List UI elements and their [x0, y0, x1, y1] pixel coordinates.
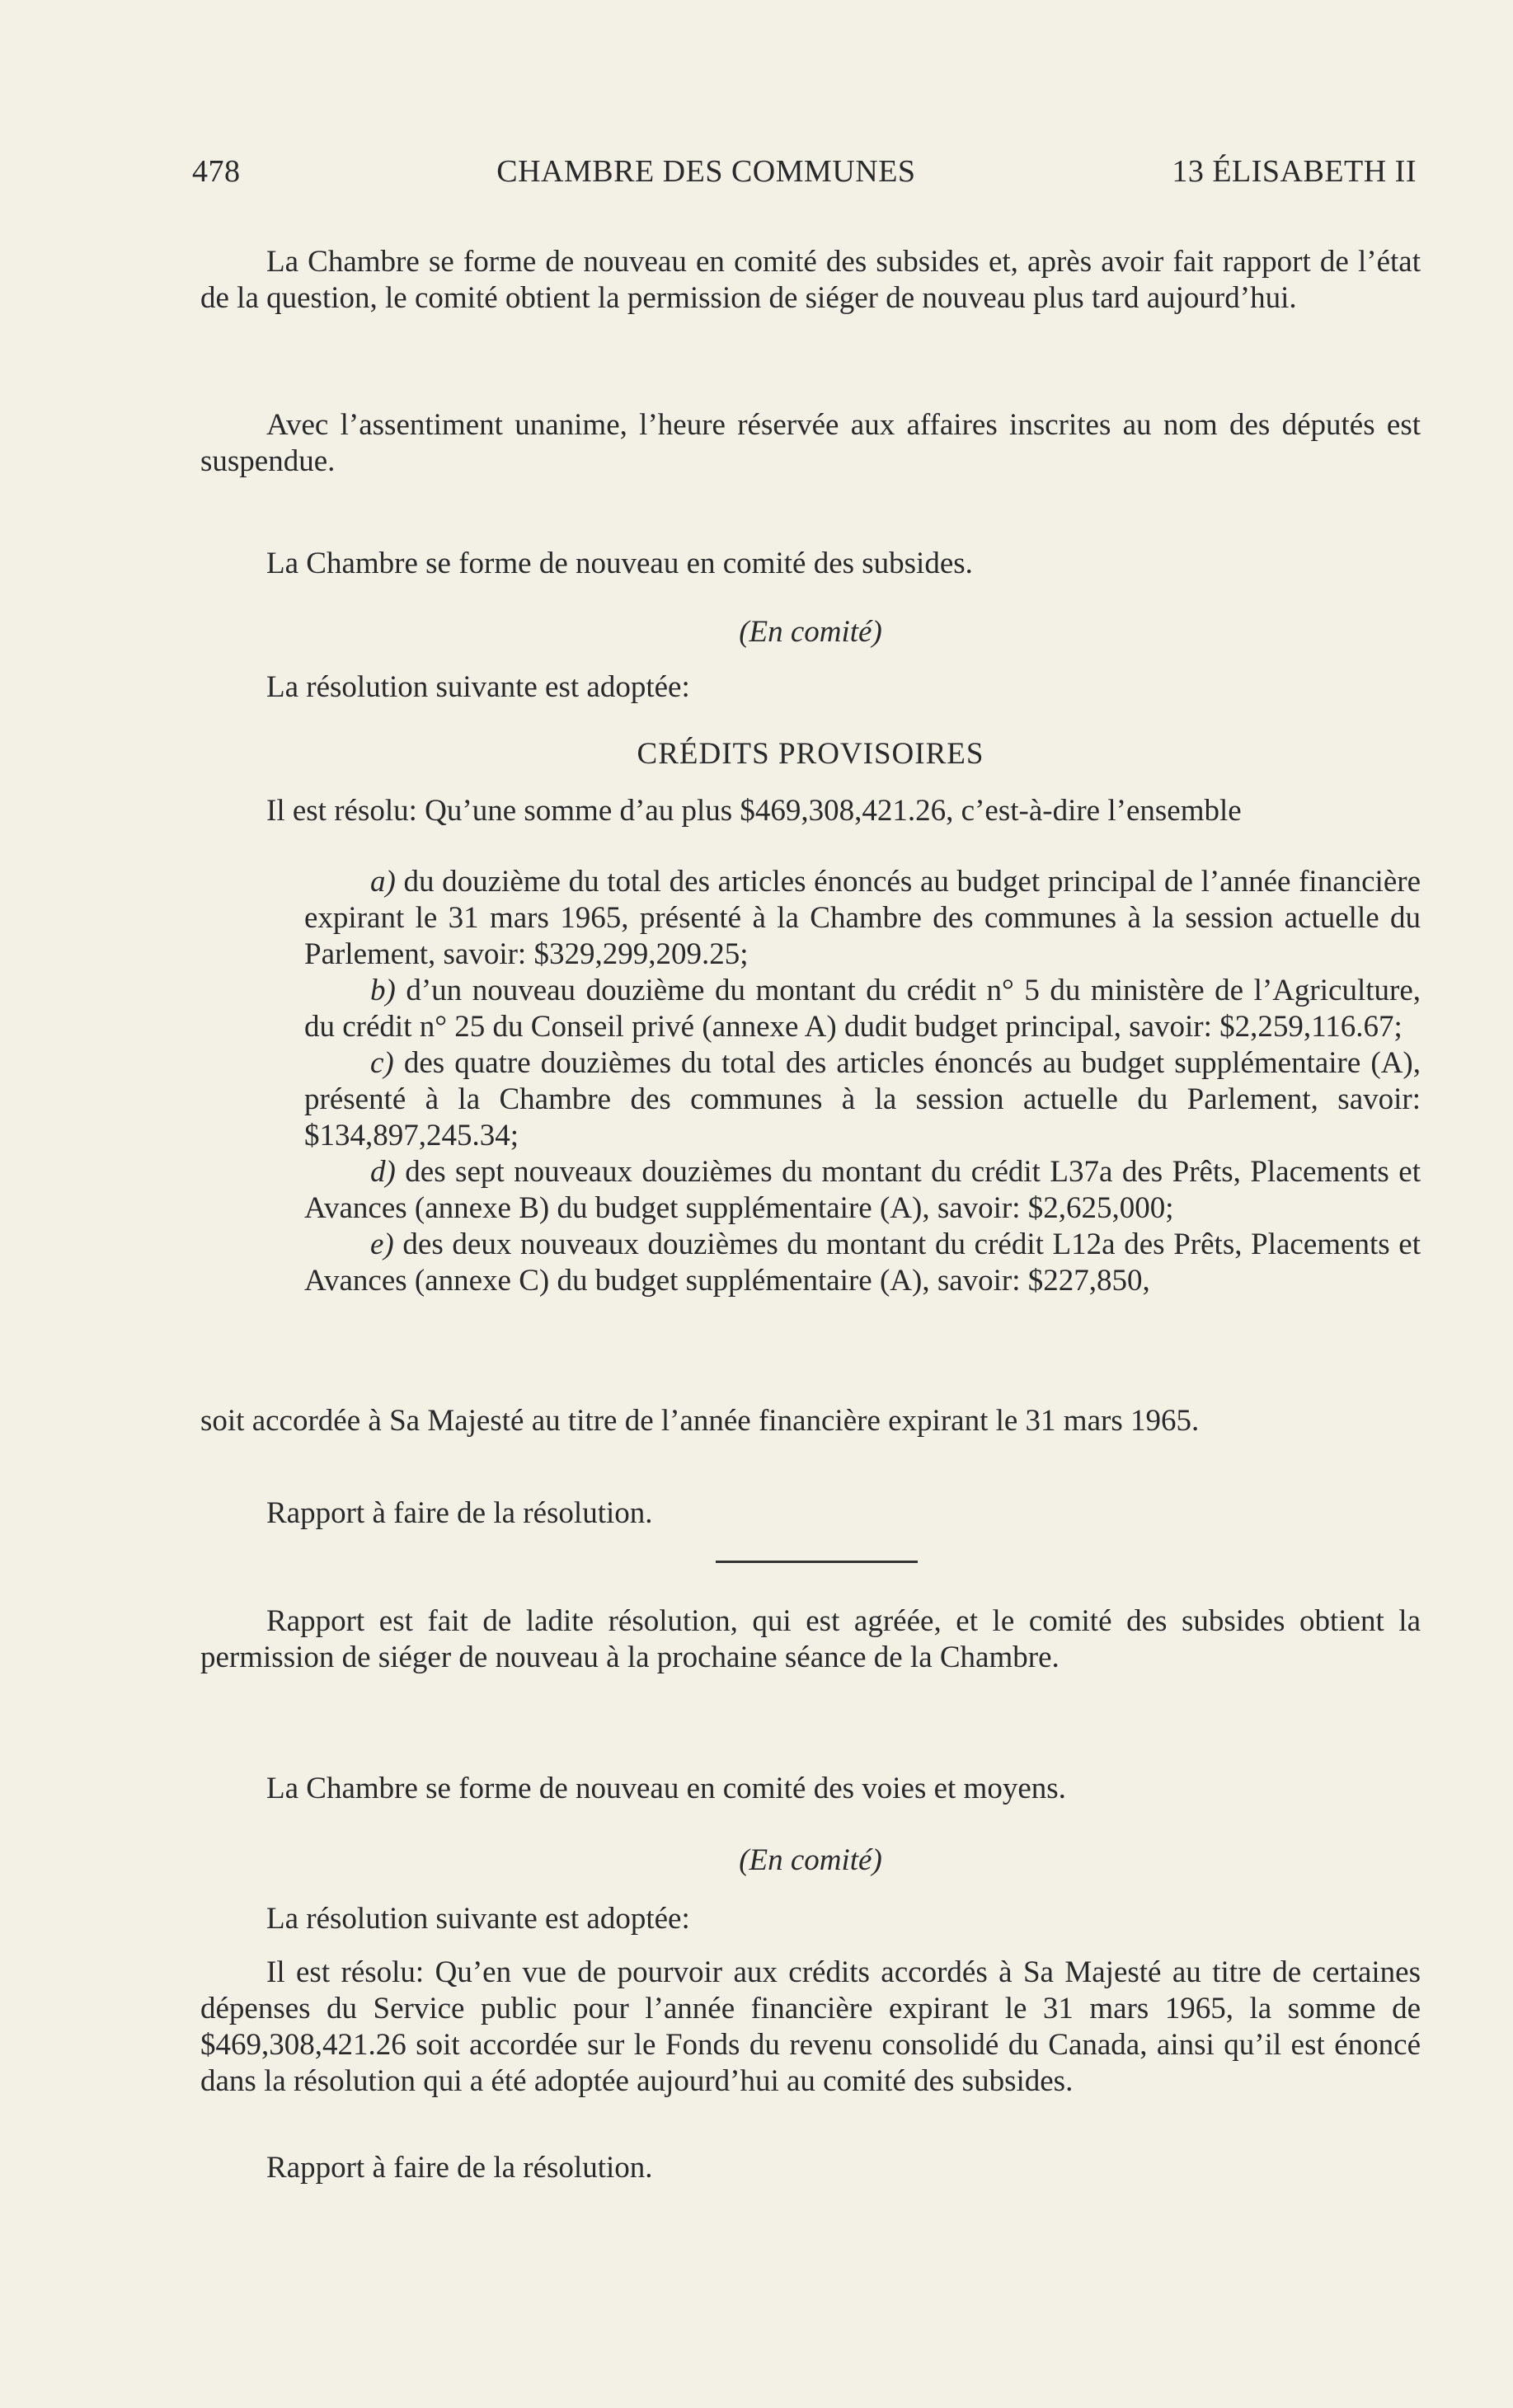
- item-label: e): [370, 1227, 394, 1261]
- resolution-item-d: [200, 1154, 1421, 1227]
- paragraph-report-to-make-2: Rapport à faire de la résolution.: [266, 2151, 653, 2185]
- item-text: des deux nouveaux douzièmes du montant du crédit L12a des Prêts, Placements et Avances (annexe C) du budget supplémentaire (A), savoir: $227,850,: [304, 1227, 1421, 1298]
- paragraph-committee-report: La Chambre se forme de nouveau en comité des subsides et, après avoir fait rapport de l’état de la question, le comité obtient la permission de siéger de nouveau plus tard aujourd’hui.: [200, 245, 1421, 315]
- paragraph-resolution-adopted: La résolution suivante est adoptée:: [266, 670, 690, 704]
- item-text: d’un nouveau douzième du montant du crédit n° 5 du ministère de l’Agriculture, du crédit n° 25 du Conseil privé (annexe A) dudit budget principal, savoir: $2,259,116.67;: [304, 974, 1421, 1044]
- resolution-item-b: [200, 973, 1421, 1045]
- item-label: c): [370, 1046, 394, 1080]
- item-label: b): [370, 974, 396, 1007]
- en-comite-label: (En comité): [739, 615, 882, 649]
- page-number: 478: [192, 154, 241, 189]
- paragraph-consolidated-fund: Il est résolu: Qu’en vue de pourvoir aux crédits accordés à Sa Majesté au titre de certaines dépenses du Service public pour l’année financière expirant le 31 mars 1965, la somme de $469,308,421.26 soit accordée sur le Fonds du revenu consolidé du Canada, ainsi qu’il est énoncé dans la résolution qui a été adoptée aujourd’hui au comité des subsides.: [200, 1955, 1421, 2098]
- regnal-year: 13 ÉLISABETH II: [1172, 154, 1417, 189]
- resolution-item-a: [200, 864, 1421, 973]
- paragraph-ways-and-means: La Chambre se forme de nouveau en comité des voies et moyens.: [266, 1772, 1066, 1805]
- running-title: CHAMBRE DES COMMUNES: [496, 154, 916, 189]
- page-header: [192, 153, 1417, 190]
- section-divider: [716, 1561, 918, 1563]
- section-heading: CRÉDITS PROVISOIRES: [637, 737, 984, 771]
- resolution-items: [200, 864, 1421, 1299]
- item-label: a): [370, 865, 396, 899]
- paragraph-committee-of-supply: La Chambre se forme de nouveau en comité des subsides.: [266, 547, 973, 580]
- resolution-item-c: [200, 1045, 1421, 1154]
- resolution-item-e: [200, 1227, 1421, 1299]
- en-comite-label-2: (En comité): [739, 1843, 882, 1877]
- item-label: d): [370, 1155, 396, 1189]
- paragraph-granted: soit accordée à Sa Majesté au titre de l’année financière expirant le 31 mars 1965.: [200, 1404, 1200, 1438]
- paragraph-report-to-make: Rapport à faire de la résolution.: [266, 1496, 653, 1530]
- paragraph-resolution-text: Il est résolu: Qu’une somme d’au plus $469,308,421.26, c’est-à-dire l’ensemble: [266, 794, 1242, 828]
- item-text: du douzième du total des articles énoncés au budget principal de l’année financière expirant le 31 mars 1965, présenté à la Chambre des communes à la session actuelle du Parlement, savoir: $329,299,209.25;: [304, 865, 1421, 971]
- paragraph-resolution-adopted-2: La résolution suivante est adoptée:: [266, 1902, 690, 1936]
- item-text: des quatre douzièmes du total des articles énoncés au budget supplémentaire (A), présenté à la Chambre des communes à la session actuelle du Parlement, savoir: $134,897,245.34;: [304, 1046, 1421, 1152]
- item-text: des sept nouveaux douzièmes du montant du crédit L37a des Prêts, Placements et Avances (annexe B) du budget supplémentaire (A), savoir: $2,625,000;: [304, 1155, 1421, 1225]
- paragraph-private-members-suspended: Avec l’assentiment unanime, l’heure réservée aux affaires inscrites au nom des députés est suspendue.: [200, 408, 1421, 478]
- paragraph-report-made: Rapport est fait de ladite résolution, qui est agréée, et le comité des subsides obtient la permission de siéger de nouveau à la prochaine séance de la Chambre.: [200, 1604, 1421, 1674]
